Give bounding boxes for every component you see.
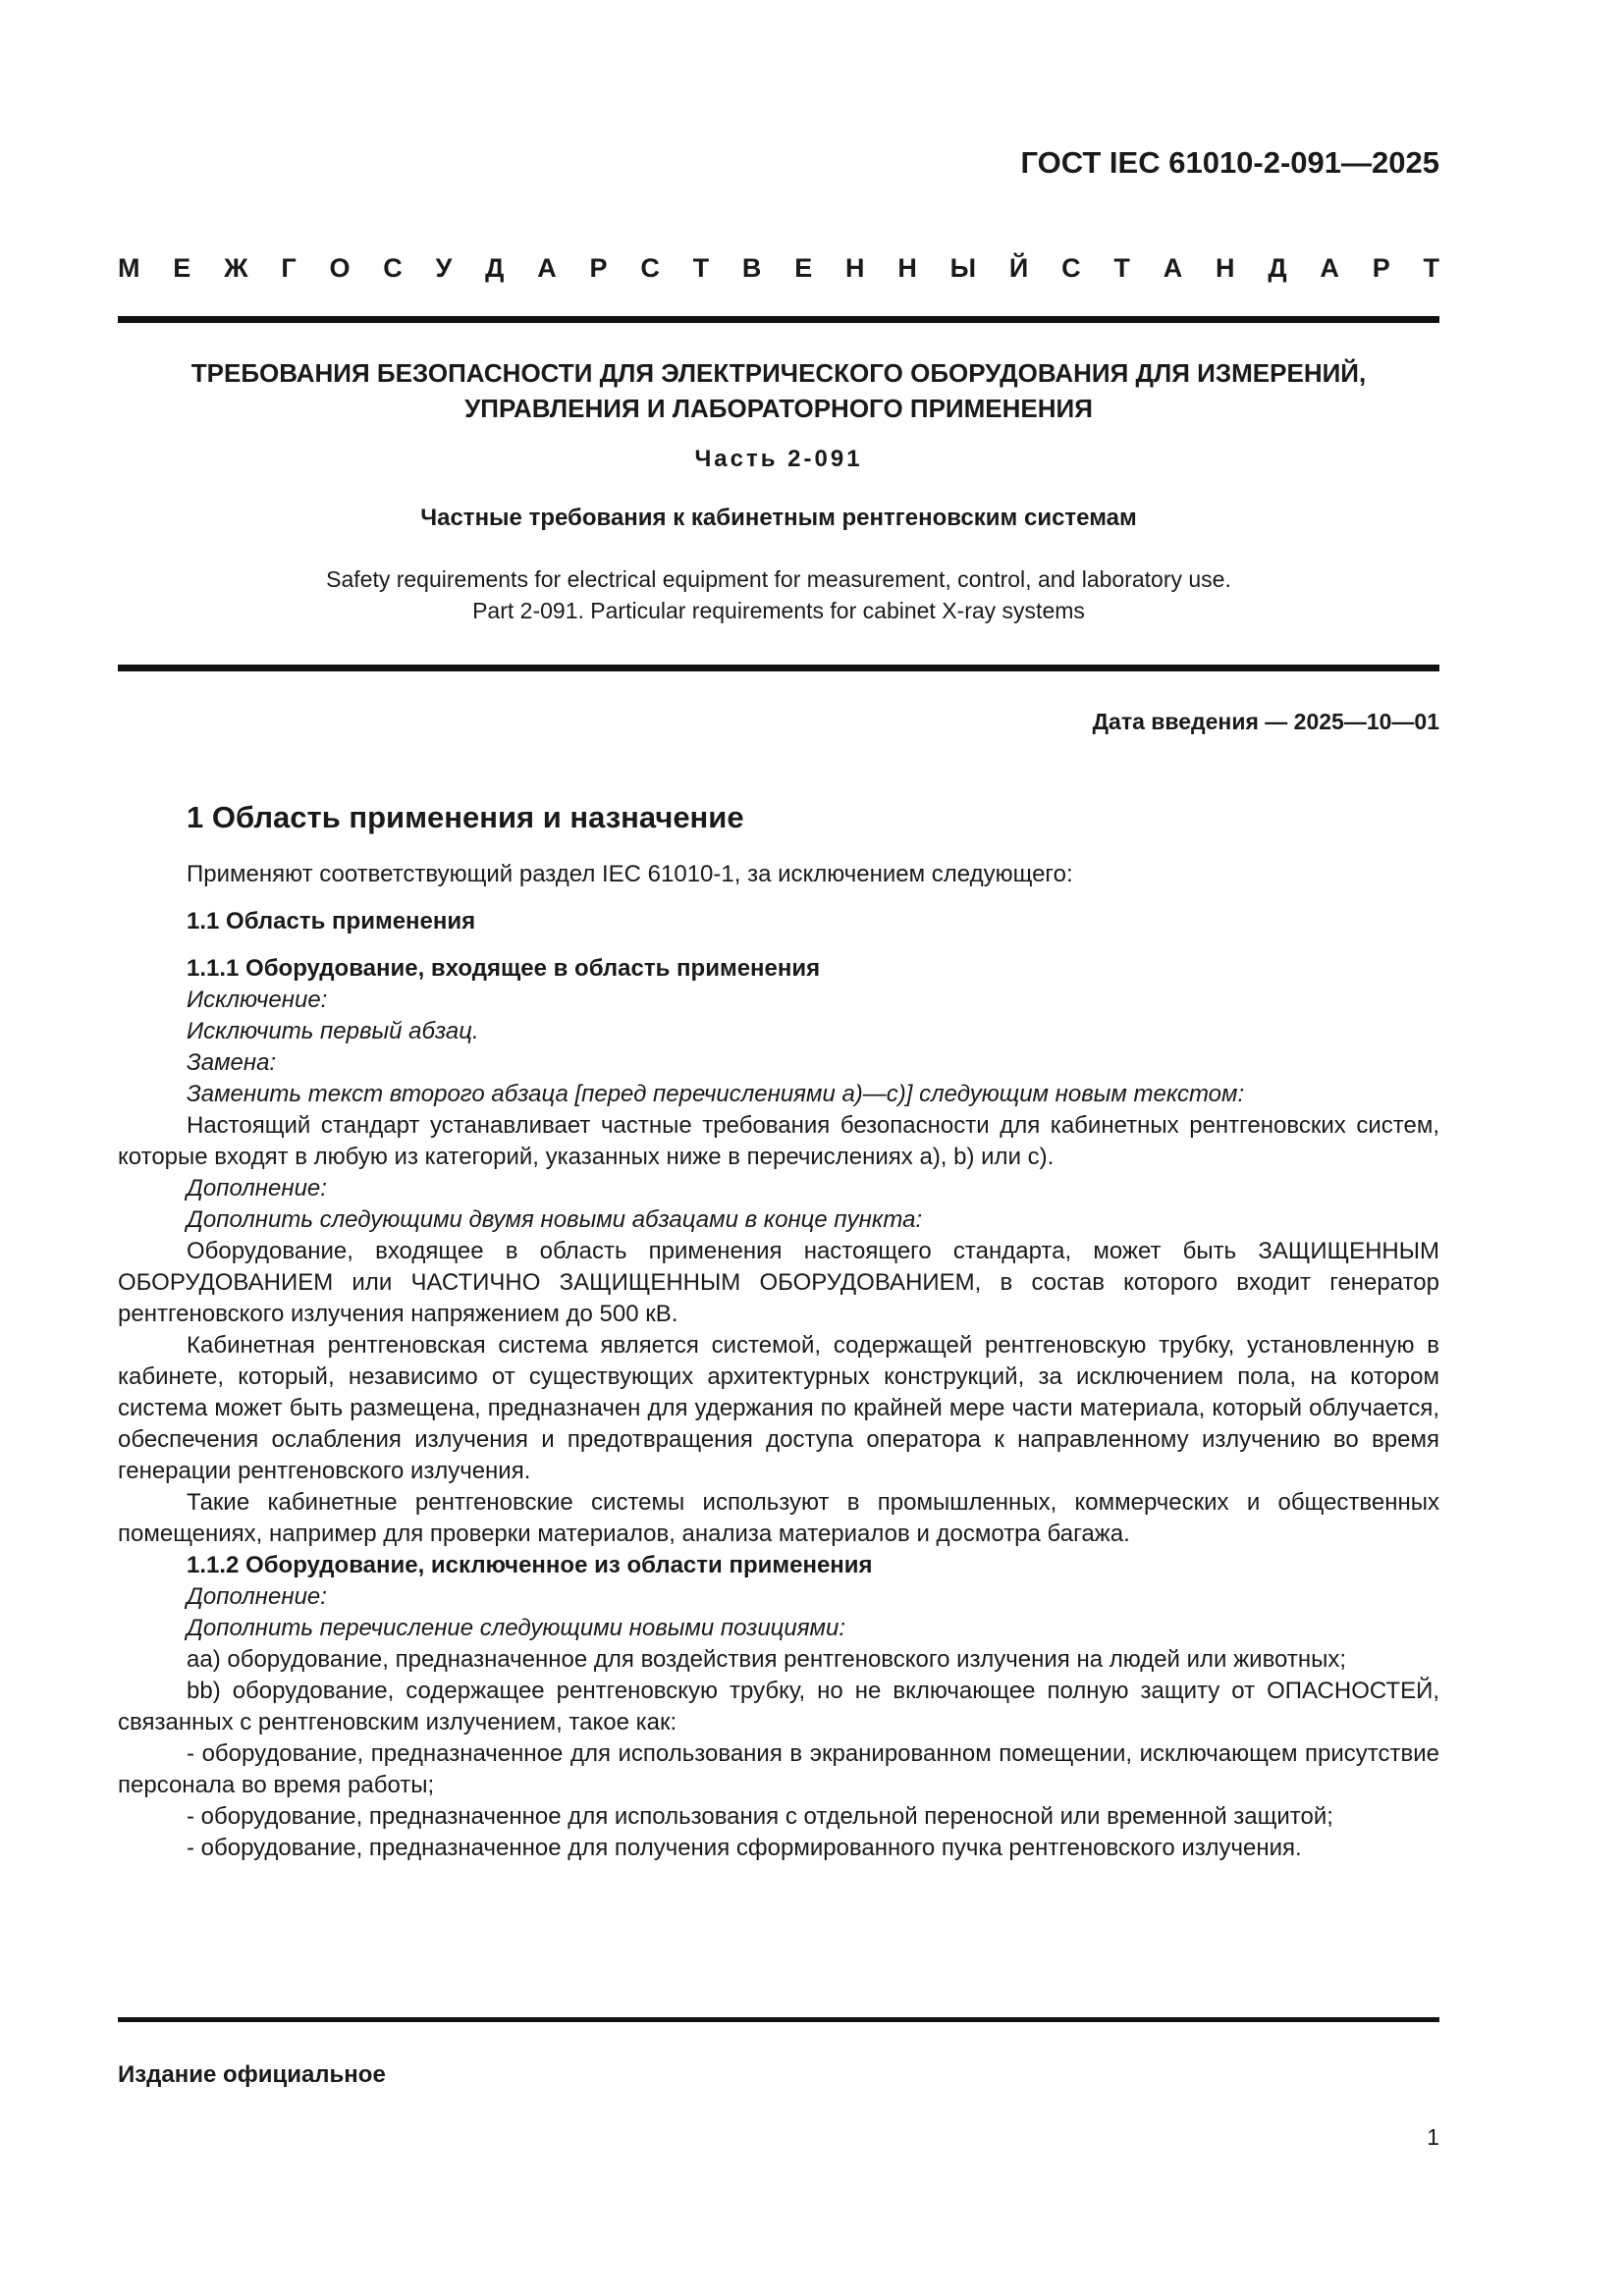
paragraph-equipment: Оборудование, входящее в область применения настоящего стандарта, может быть ЗАЩИЩЕННЫМ ОБОРУДОВАНИЕМ или ЧАСТИЧНО ЗАЩИЩЕННЫМ ОБОРУДОВАНИЕМ, в состав которого входит генератор рентгеновского излучения напряжением до 500 кВ. xyxy=(118,1238,1439,1327)
exclusion-text: Исключить первый абзац. xyxy=(187,1018,479,1044)
english-title xyxy=(118,563,1439,626)
official-edition-label: Издание официальное xyxy=(118,2061,386,2088)
top-divider xyxy=(118,316,1439,323)
addition-text: Дополнить следующими двумя новыми абзацами в конце пункта: xyxy=(187,1206,923,1233)
subsection-1-1-2-heading: 1.1.2 Оборудование, исключенное из области применения xyxy=(187,1552,873,1578)
subsection-1-1-heading: 1.1 Область применения xyxy=(187,908,476,934)
effective-date: Дата введения — 2025—10—01 xyxy=(1092,709,1439,734)
english-title-line-1: Safety requirements for electrical equipment for measurement, control, and laboratory use. xyxy=(326,566,1231,592)
addition-2-text: Дополнить перечисление следующими новыми позициями: xyxy=(187,1615,846,1641)
intro-paragraph: Применяют соответствующий раздел IEC 61010-1, за исключением следующего: xyxy=(187,861,1073,887)
dash-item-1: - оборудование, предназначенное для использования в экранированном помещении, исключающем присутствие персонала во время работы; xyxy=(118,1740,1439,1798)
addition-label: Дополнение: xyxy=(187,1175,327,1201)
middle-divider xyxy=(118,665,1439,671)
document-title xyxy=(118,355,1439,426)
paragraph-scope: Настоящий стандарт устанавливает частные требования безопасности для кабинетных рентгеновских систем, которые входят в любую из категорий, указанных ниже в перечислениях а), b) или с). xyxy=(118,1112,1439,1170)
paragraph-usage: Такие кабинетные рентгеновские системы используют в промышленных, коммерческих и общественных помещениях, например для проверки материалов, анализа материалов и досмотра багажа. xyxy=(118,1489,1439,1547)
section-heading: 1 Область применения и назначение xyxy=(187,800,744,834)
document-number: ГОСТ IEC 61010-2-091—2025 xyxy=(1020,145,1439,180)
list-item-aa: аа) оборудование, предназначенное для воздействия рентгеновского излучения на людей или животных; xyxy=(187,1646,1347,1673)
paragraph-cabinet-system: Кабинетная рентгеновская система является системой, содержащей рентгеновскую трубку, установленную в кабинете, который, независимо от существующих архитектурных конструкций, за исключением пола, на котором система может быть размещена, предназначен для удержания по крайней мере части материала, который облучается, обеспечения ослабления излучения и предотвращения доступа оператора к направленному излучению во время генерации рентгеновского излучения. xyxy=(118,1332,1439,1484)
title-line-2: УПРАВЛЕНИЯ И ЛАБОРАТОРНОГО ПРИМЕНЕНИЯ xyxy=(464,394,1093,423)
standard-type-banner: М Е Ж Г О С У Д А Р С Т В Е Н Н Ы Й С Т А Н Д А Р Т xyxy=(118,253,1439,283)
dash-item-2: - оборудование, предназначенное для использования с отдельной переносной или временной защитой; xyxy=(187,1803,1333,1830)
exclusion-label: Исключение: xyxy=(187,987,328,1013)
title-line-1: ТРЕБОВАНИЯ БЕЗОПАСНОСТИ ДЛЯ ЭЛЕКТРИЧЕСКОГО ОБОРУДОВАНИЯ ДЛЯ ИЗМЕРЕНИЙ, xyxy=(190,358,1367,388)
english-title-line-2: Part 2-091. Particular requirements for cabinet X-ray systems xyxy=(472,598,1085,623)
bottom-divider xyxy=(118,2017,1439,2022)
list-item-bb: bb) оборудование, содержащее рентгеновскую трубку, но не включающее полную защиту от ОПАСНОСТЕЙ, связанных с рентгеновским излучением, такое как: xyxy=(118,1678,1439,1735)
section-body xyxy=(118,859,1439,1864)
dash-item-3: - оборудование, предназначенное для получения сформированного пучка рентгеновского излучения. xyxy=(187,1835,1302,1861)
document-subtitle: Частные требования к кабинетным рентгеновским системам xyxy=(420,505,1137,531)
addition-2-label: Дополнение: xyxy=(187,1583,327,1610)
subsection-1-1-1-heading: 1.1.1 Оборудование, входящее в область применения xyxy=(187,955,821,982)
page-number: 1 xyxy=(1427,2124,1439,2150)
part-number: Часть 2-091 xyxy=(694,446,863,472)
replacement-label: Замена: xyxy=(187,1049,277,1076)
replacement-text: Заменить текст второго абзаца [перед перечислениями а)—с)] следующим новым текстом: xyxy=(187,1081,1245,1107)
